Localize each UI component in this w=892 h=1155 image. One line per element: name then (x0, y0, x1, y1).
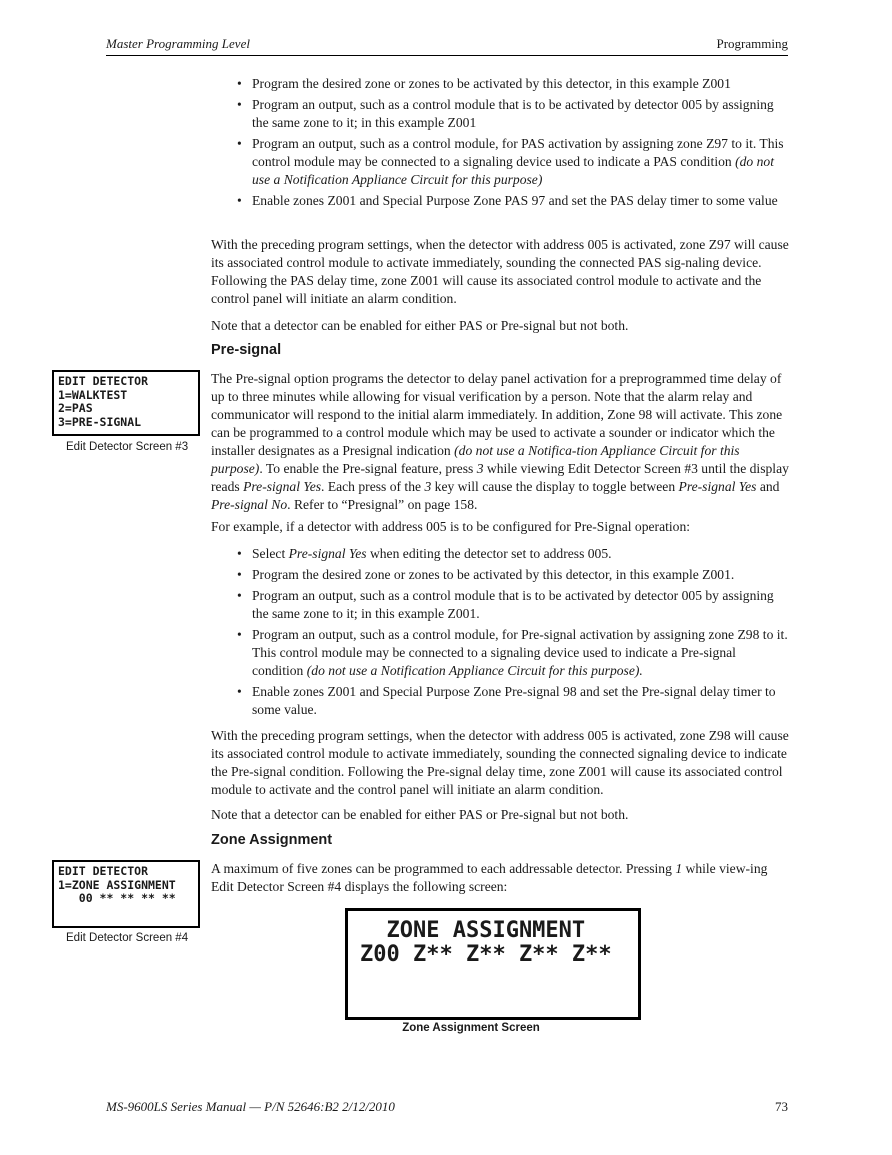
presignal-example-intro: For example, if a detector with address 005 is to be configured for Pre-Signal operation: (211, 519, 691, 534)
header-rule (106, 55, 788, 56)
edit-detector-screen-3 (52, 370, 200, 436)
pas-note: Note that a detector can be enabled for either PAS or Pre-signal but not both. (211, 318, 629, 333)
presignal-bullet-list (211, 545, 789, 722)
pas-paragraph: With the preceding program settings, when the detector with address 005 is activated, zone Z97 will cause its associated control module to activate immediately, sounding the connected PAS sig-naling device. Following the PAS delay time, zone Z001 will cause its associated control module to activate and the control panel will initiate an alarm condition. (211, 237, 789, 306)
list-item: • Program an output, such as a control module that is to be activated by detector 005 by assigning the same zone to it; in this example Z001. (211, 587, 789, 623)
list-item: • Program an output, such as a control module, for Pre-signal activation by assigning zone Z98 to it. This control module may be connected to a signaling device used to indicate a Pre-signal condition (do not use a Notification Appliance Circuit for this purpose). (211, 626, 789, 680)
presignal-heading: Pre-signal (211, 342, 282, 358)
presignal-paragraph: The Pre-signal option programs the detector to delay panel activation for a preprogrammed time delay of up to three minutes while allowing for visual verification by a person. Note that the alarm relay and communicator will respond to the initial alarm immediately. In addition, Zone 98 will activate. This zone can be programmed to a control module which may be used to activate a sounder or indicator which the installer designates as a Presignal indication (do not use a Notifica-tion Appliance Circuit for this purpose). To enable the Pre-signal feature, press 3 while viewing Edit Detector Screen #3 until the display reads Pre-signal Yes. Each press of the 3 key will cause the display to toggle between Pre-signal Yes and Pre-signal No. Refer to “Presignal” on page 158. (211, 371, 789, 512)
footer-manual-title: MS-9600LS Series Manual — P/N 52646:B2 2/12/2010 (106, 1099, 395, 1114)
lcd-line: Z00 Z** Z** Z** Z** (360, 942, 612, 967)
zone-assignment-screen-caption: Zone Assignment Screen (402, 1022, 540, 1034)
zone-assignment-screen (345, 908, 641, 1020)
edit-detector-screen-4-caption: Edit Detector Screen #4 (66, 932, 189, 944)
list-item: • Program an output, such as a control module that is to be activated by detector 005 by assigning the same zone to it; in this example Z001 (211, 96, 789, 132)
list-item: • Program an output, such as a control module, for PAS activation by assigning zone Z97 to it. This control module may be connected to a signaling device used to indicate a PAS condition (do not use a Notification Appliance Circuit for this purpose) (211, 135, 789, 189)
lcd-line: 1=ZONE ASSIGNMENT (58, 877, 176, 892)
pas-bullet-list (211, 75, 789, 213)
header-section-title: Master Programming Level (106, 36, 250, 51)
list-item: • Enable zones Z001 and Special Purpose Zone PAS 97 and set the PAS delay timer to some value (211, 192, 789, 210)
page-number: 73 (775, 1099, 788, 1114)
list-item: • Select Pre-signal Yes when editing the detector set to address 005. (211, 545, 789, 563)
list-item: • Program the desired zone or zones to be activated by this detector, in this example Z001. (211, 566, 789, 584)
lcd-line: 00 ** ** ** ** (58, 891, 176, 905)
lcd-line: ZONE ASSIGNMENT (360, 918, 586, 943)
zone-assignment-heading: Zone Assignment (211, 832, 333, 848)
header-chapter-title: Programming (716, 36, 788, 51)
lcd-line: EDIT DETECTOR (58, 374, 149, 388)
presignal-note: Note that a detector can be enabled for either PAS or Pre-signal but not both. (211, 807, 629, 822)
zone-assignment-paragraph: A maximum of five zones can be programmed to each addressable detector. Pressing 1 while view-ing Edit Detector Screen #4 displays the following screen: (211, 861, 768, 894)
lcd-line: 3=PRE-SIGNAL (58, 414, 142, 429)
list-item: • Program the desired zone or zones to be activated by this detector, in this example Z001 (211, 75, 789, 93)
presignal-paragraph-2: With the preceding program settings, when the detector with address 005 is activated, zone Z98 will cause its associated control module to activate immediately, sounding the connected signaling device to indicate the Pre-signal condition. Following the Pre-signal delay time, zone Z001 will cause its associated control module to activate and the control panel will initiate an alarm condition. (211, 728, 789, 797)
list-item: • Enable zones Z001 and Special Purpose Zone Pre-signal 98 and set the Pre-signal delay timer to some value. (211, 683, 789, 719)
edit-detector-screen-4 (52, 860, 200, 928)
edit-detector-screen-3-caption: Edit Detector Screen #3 (66, 441, 189, 453)
lcd-line: EDIT DETECTOR (58, 864, 149, 878)
lcd-line: 1=WALKTEST (58, 387, 128, 402)
lcd-line: 2=PAS (58, 401, 93, 415)
